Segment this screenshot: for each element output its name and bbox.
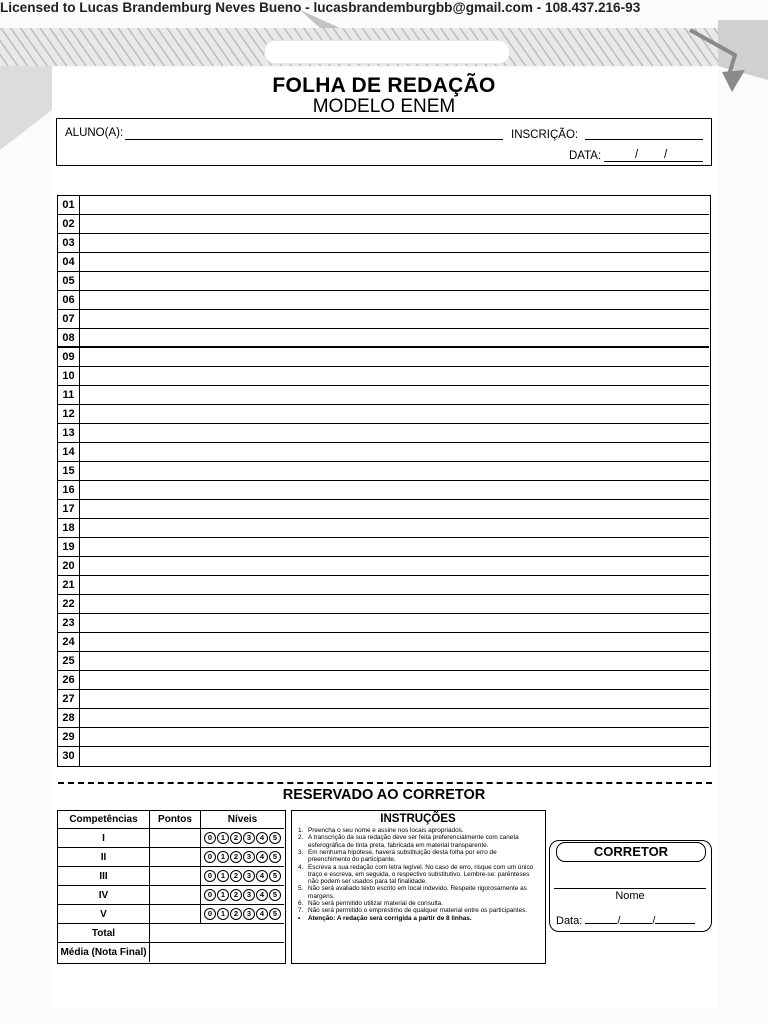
line-number: 18 bbox=[58, 519, 80, 537]
instruction-text: Preencha o seu nome e assine nos locais apropriados. bbox=[308, 827, 464, 834]
line-number: 03 bbox=[58, 234, 80, 252]
media-label: Média (Nota Final) bbox=[58, 943, 150, 962]
date-separator: / bbox=[664, 149, 668, 161]
instructions-list bbox=[298, 827, 540, 922]
grader-date-year[interactable] bbox=[655, 923, 695, 924]
writing-line[interactable] bbox=[58, 538, 709, 557]
line-number: 14 bbox=[58, 443, 80, 461]
media-field[interactable] bbox=[150, 943, 284, 962]
grader-date bbox=[556, 915, 695, 927]
grader-date-month[interactable] bbox=[620, 923, 652, 924]
inscricao-field[interactable] bbox=[585, 139, 703, 140]
level-option[interactable]: 0 bbox=[204, 832, 216, 844]
score-table-media-row bbox=[58, 943, 284, 962]
level-option[interactable]: 0 bbox=[204, 870, 216, 882]
level-option[interactable]: 1 bbox=[217, 889, 229, 901]
level-option[interactable]: 4 bbox=[256, 889, 268, 901]
instruction-item bbox=[298, 864, 540, 886]
instruction-item bbox=[298, 827, 540, 834]
grader-date-label: Data: bbox=[556, 915, 583, 927]
header-pontos: Pontos bbox=[150, 811, 201, 828]
line-number: 09 bbox=[58, 348, 80, 366]
writing-line[interactable] bbox=[58, 595, 709, 614]
writing-line[interactable] bbox=[58, 671, 709, 690]
level-option[interactable]: 4 bbox=[256, 870, 268, 882]
writing-line[interactable] bbox=[58, 576, 709, 595]
writing-line[interactable] bbox=[58, 481, 709, 500]
points-field[interactable] bbox=[150, 829, 201, 847]
line-number: 10 bbox=[58, 367, 80, 385]
writing-line[interactable] bbox=[58, 462, 709, 481]
grader-title: CORRETOR bbox=[556, 842, 706, 862]
score-table-header bbox=[58, 811, 284, 829]
level-option[interactable]: 5 bbox=[269, 908, 281, 920]
instruction-item bbox=[298, 907, 540, 914]
writing-line[interactable] bbox=[58, 386, 709, 405]
license-notice: Licensed to Lucas Brandemburg Neves Bueno - lucasbrandemburgbb@gmail.com - 108.437.216-93 bbox=[0, 0, 641, 15]
line-number: 26 bbox=[58, 671, 80, 689]
writing-line[interactable] bbox=[58, 690, 709, 709]
writing-line[interactable] bbox=[58, 709, 709, 728]
line-number: 30 bbox=[58, 747, 80, 766]
level-options bbox=[201, 867, 284, 885]
score-table-row bbox=[58, 886, 284, 905]
writing-line[interactable] bbox=[58, 424, 709, 443]
writing-line[interactable] bbox=[58, 215, 709, 234]
inscricao-label: INSCRIÇÃO: bbox=[511, 129, 579, 141]
level-option[interactable]: 4 bbox=[256, 908, 268, 920]
points-field[interactable] bbox=[150, 886, 201, 904]
line-number: 22 bbox=[58, 595, 80, 613]
sheet-title: FOLHA DE REDAÇÃO bbox=[272, 74, 496, 97]
level-option[interactable]: 2 bbox=[230, 851, 242, 863]
header-label-pill bbox=[264, 40, 510, 64]
instruction-number: 2. bbox=[298, 834, 304, 842]
score-table-row bbox=[58, 867, 284, 886]
writing-line[interactable] bbox=[58, 500, 709, 519]
competency-label: III bbox=[58, 867, 150, 885]
line-number: 21 bbox=[58, 576, 80, 594]
line-number: 02 bbox=[58, 215, 80, 233]
level-option[interactable]: 5 bbox=[269, 851, 281, 863]
line-number: 08 bbox=[58, 329, 80, 346]
writing-line[interactable] bbox=[58, 272, 709, 291]
score-table bbox=[57, 810, 286, 964]
total-field[interactable] bbox=[150, 924, 284, 942]
student-info-box bbox=[56, 118, 712, 166]
line-number: 23 bbox=[58, 614, 80, 632]
writing-line[interactable] bbox=[58, 747, 709, 766]
grader-date-day[interactable] bbox=[585, 923, 617, 924]
level-options bbox=[201, 905, 284, 923]
level-option[interactable]: 2 bbox=[230, 889, 242, 901]
instructions-box bbox=[291, 810, 546, 964]
level-option[interactable]: 4 bbox=[256, 851, 268, 863]
instruction-number: 5. bbox=[298, 885, 304, 893]
reserved-for-grader-label: RESERVADO AO CORRETOR bbox=[282, 787, 486, 803]
level-option[interactable]: 3 bbox=[243, 889, 255, 901]
competency-label: I bbox=[58, 829, 150, 847]
level-options bbox=[201, 829, 284, 847]
instruction-item bbox=[298, 849, 540, 863]
writing-line[interactable] bbox=[58, 557, 709, 576]
level-option[interactable]: 5 bbox=[269, 870, 281, 882]
level-option[interactable]: 2 bbox=[230, 832, 242, 844]
level-option[interactable]: 0 bbox=[204, 889, 216, 901]
level-option[interactable]: 2 bbox=[230, 870, 242, 882]
level-option[interactable]: 1 bbox=[217, 908, 229, 920]
grader-name-label: Nome bbox=[615, 890, 645, 902]
line-number: 05 bbox=[58, 272, 80, 290]
points-field[interactable] bbox=[150, 867, 201, 885]
header-competencias: Competências bbox=[58, 811, 150, 828]
writing-line[interactable] bbox=[58, 367, 709, 386]
score-table-row bbox=[58, 905, 284, 924]
writing-line[interactable] bbox=[58, 310, 709, 329]
line-number: 11 bbox=[58, 386, 80, 404]
instruction-number: 7. bbox=[298, 907, 304, 915]
line-number: 29 bbox=[58, 728, 80, 746]
line-number: 24 bbox=[58, 633, 80, 651]
header-niveis: Níveis bbox=[227, 814, 258, 825]
line-number: 27 bbox=[58, 690, 80, 708]
line-number: 16 bbox=[58, 481, 80, 499]
level-option[interactable]: 3 bbox=[243, 832, 255, 844]
instruction-text: Escreva a sua redação com letra legível. No caso de erro, risque com um único traço e escreva, em seguida, o respectivo substitutivo. Lembre-se: parênteses não podem ser usados para tal finalidade. bbox=[308, 863, 534, 885]
line-number: 12 bbox=[58, 405, 80, 423]
grader-box bbox=[549, 840, 712, 932]
level-option[interactable]: 1 bbox=[217, 851, 229, 863]
writing-line[interactable] bbox=[58, 728, 709, 747]
score-table-row bbox=[58, 829, 284, 848]
writing-line[interactable] bbox=[58, 291, 709, 310]
instructions-title: INSTRUÇÕES bbox=[380, 813, 456, 825]
level-option[interactable]: 1 bbox=[217, 832, 229, 844]
instruction-item bbox=[298, 900, 540, 907]
line-number: 17 bbox=[58, 500, 80, 518]
instruction-number: 1. bbox=[298, 827, 304, 834]
writing-line[interactable] bbox=[58, 405, 709, 424]
level-option[interactable]: 2 bbox=[230, 908, 242, 920]
competency-label: V bbox=[58, 905, 150, 923]
grader-name-field[interactable] bbox=[554, 888, 706, 889]
line-number: 07 bbox=[58, 310, 80, 328]
writing-line[interactable] bbox=[58, 253, 709, 272]
competency-label: II bbox=[58, 848, 150, 866]
level-options bbox=[201, 886, 284, 904]
line-number: 13 bbox=[58, 424, 80, 442]
level-option[interactable]: 1 bbox=[217, 870, 229, 882]
level-options bbox=[201, 848, 284, 866]
score-table-row bbox=[58, 848, 284, 867]
instruction-item bbox=[298, 885, 540, 899]
writing-lines bbox=[57, 195, 711, 767]
level-option[interactable]: 4 bbox=[256, 832, 268, 844]
writing-line[interactable] bbox=[58, 652, 709, 671]
data-label: DATA: bbox=[569, 150, 602, 162]
writing-line[interactable] bbox=[58, 614, 709, 633]
instruction-text: Em nenhuma hipótese, haverá substituição desta folha por erro de preenchimento do participante. bbox=[308, 848, 497, 864]
cut-line-divider bbox=[58, 782, 712, 784]
writing-line[interactable] bbox=[58, 234, 709, 253]
instruction-text: A transcrição da sua redação deve ser feita preferencialmente com caneta esferográfica de tinta preta, fabricada em material transparente. bbox=[308, 834, 519, 849]
sheet-subtitle: MODELO ENEM bbox=[312, 96, 456, 117]
instruction-item bbox=[298, 915, 540, 922]
line-number: 19 bbox=[58, 538, 80, 556]
line-number: 25 bbox=[58, 652, 80, 670]
line-number: 15 bbox=[58, 462, 80, 480]
total-label: Total bbox=[58, 924, 150, 942]
level-option[interactable]: 3 bbox=[243, 870, 255, 882]
instruction-number: 6. bbox=[298, 899, 304, 907]
writing-line[interactable] bbox=[58, 633, 709, 652]
writing-line[interactable] bbox=[58, 196, 709, 215]
line-number: 28 bbox=[58, 709, 80, 727]
instruction-text: Atenção: A redação será corrigida a partir de 8 linhas. bbox=[308, 914, 472, 922]
writing-line[interactable] bbox=[58, 348, 709, 367]
level-option[interactable]: 3 bbox=[243, 851, 255, 863]
line-number: 01 bbox=[58, 196, 80, 214]
instruction-number: • bbox=[298, 914, 301, 922]
line-number: 04 bbox=[58, 253, 80, 271]
writing-line[interactable] bbox=[58, 519, 709, 538]
points-field[interactable] bbox=[150, 905, 201, 923]
writing-line[interactable] bbox=[58, 443, 709, 462]
level-option[interactable]: 0 bbox=[204, 908, 216, 920]
score-table-total-row bbox=[58, 924, 284, 943]
date-separator: / bbox=[652, 915, 656, 927]
level-option[interactable]: 5 bbox=[269, 832, 281, 844]
writing-line[interactable] bbox=[58, 329, 709, 348]
level-option[interactable]: 0 bbox=[204, 851, 216, 863]
instruction-text: Não será avaliado texto escrito em local indevido. Respeite rigorosamente as margens. bbox=[308, 885, 527, 900]
date-separator: / bbox=[617, 915, 621, 927]
line-number: 20 bbox=[58, 557, 80, 575]
competency-label: IV bbox=[58, 886, 150, 904]
instruction-number: 3. bbox=[298, 848, 304, 856]
points-field[interactable] bbox=[150, 848, 201, 866]
aluno-label: ALUNO(A): bbox=[65, 127, 124, 139]
instruction-text: Não será permitido utilizar material de consulta. bbox=[308, 899, 443, 907]
line-number: 06 bbox=[58, 291, 80, 309]
instruction-item bbox=[298, 834, 540, 848]
level-option[interactable]: 5 bbox=[269, 889, 281, 901]
aluno-field[interactable] bbox=[125, 139, 503, 140]
level-option[interactable]: 3 bbox=[243, 908, 255, 920]
date-separator: / bbox=[635, 149, 639, 161]
instruction-number: 4. bbox=[298, 863, 304, 871]
data-field[interactable] bbox=[604, 161, 703, 162]
instruction-text: Não será permitido o empréstimo de qualquer material entre os participantes. bbox=[308, 907, 528, 915]
